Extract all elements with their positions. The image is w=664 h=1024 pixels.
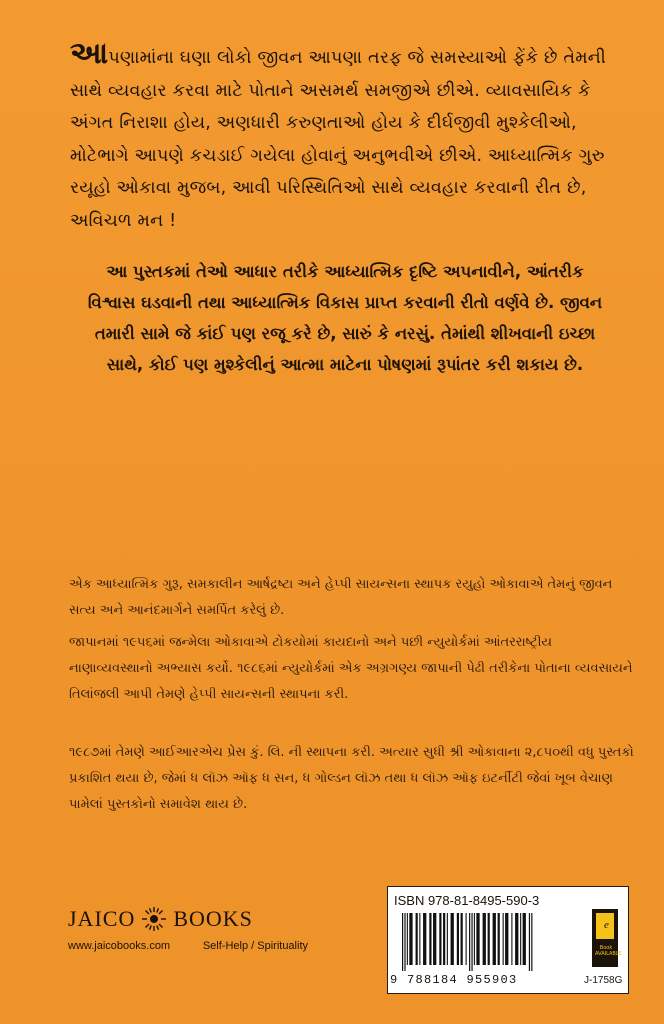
barcode-bar [523,913,526,965]
author-bio-paragraph-2: જાપાનમાં ૧૯૫૬માં જન્મેલા ઓકાવાએ ટોકયોમાં કાયદાનો અને પછી ન્યુયોર્કમાં આંતરરાષ્ટ્રીય નાણાવ્યવસ્થાનો અભ્યાસ કર્યો. ૧૯૮૬માં ન્યુયોર્કમાં એક અગ્રગણ્ય જાપાની પેઢી તરીકેના પોતાના વ્યવસાયને તિલાંજલી આપી તેમણે હેપ્પી સાયન્સની સ્થાપના કરી. [69,635,633,702]
barcode-bar [457,913,459,965]
barcode-bar [407,913,408,965]
barcode-bar [433,913,436,965]
barcode-digits: 9 788184 955903 [390,973,518,987]
barcode-bar [483,913,486,965]
barcode-bar [402,913,403,971]
barcode-bar [439,913,441,965]
barcode-bar [443,913,445,965]
barcode-bar [474,913,475,965]
barcode-bar [520,913,521,965]
barcode-bar [423,913,426,965]
barcode-bar [466,913,467,965]
intro-text: પણામાંના ઘણા લોકો જીવન આપણા તરફ જે સમસ્યાઓ ફેંકે છે તેમની સાથે વ્યવહાર કરવા માટે પોતાને અસમર્થ સમજીએ છીએ. વ્યાવસાયિક કે અંગત નિરાશા હોય, અણધારી કરુણતાઓ હોય કે દીર્ઘજીવી મુશ્કેલીઓ, મોટેભાગે આપણે કચડાઈ ગયેલા હોવાનું અનુભવીએ છીએ. આધ્યાત્મિક ગુરુ રયૂહો ઓકાવા મુજબ, આવી પરિસ્થિતિઓ સાથે વ્યવહાર કરવાની રીત છે, અવિચળ મન ! [70,48,606,231]
sunburst-icon [141,906,167,932]
ebook-letter: e [604,919,609,931]
isbn-barcode-box [387,886,629,994]
barcode-bar [493,913,496,965]
book-category: Self-Help / Spirituality [202,940,308,952]
barcode-bar [503,913,504,965]
intro-paragraph [70,36,628,237]
barcode-bar [488,913,490,965]
barcode-bar [471,913,472,971]
ebook-available-badge [592,909,622,967]
barcode [400,913,580,971]
catalog-code: J-1758G [584,975,623,986]
publisher-logo [68,906,308,932]
isbn-label: ISBN 978-81-8495-590-3 [394,893,540,908]
ebook-icon [596,913,614,939]
publisher-name-left: JAICO [68,906,136,931]
barcode-bar [511,913,512,965]
barcode-bar [447,913,448,965]
barcode-bar [505,913,508,965]
barcode-bar [461,913,463,965]
publisher-block [68,906,308,952]
barcode-bar [451,913,454,965]
barcode-bar [416,913,418,965]
barcode-bar [469,913,470,971]
drop-cap: આ [70,36,109,71]
barcode-bar [498,913,500,965]
author-bio-paragraph-3: ૧૯૮૭માં તેમણે આઈઆરએચ પ્રેસ કું. લિ. ની સ્થાપના કરી. અત્યાર સુધી શ્રી ઓકાવાના ૨,૮૫૦થી વધુ પુસ્તકો પ્રકાશિત થયા છે, જેમાં ધ લૉઝ ઑફ ધ સન, ધ ગોલ્ડન લૉઝ તથા ધ લૉઝ ઑફ ઇટર્નીટી જેવાં ખૂબ વેચાણ પામેલાં પુસ્તકોનો સમાવેશ થાય છે. [69,745,634,812]
author-bio-paragraph-1: એક આધ્યાત્મિક ગુરૂ, સમકાલીન આર્ષદ્રષ્ટા અને હેપ્પી સાયન્સના સ્થાપક રયુહો ઓકાવાએ તેમનું જીવન સત્ય અને આનંદમાર્ગને સમર્પિત કરેલું છે. [69,577,613,618]
barcode-bar [429,913,431,965]
barcode-bar [529,913,530,971]
barcode-bar [409,913,412,965]
ebook-badge-label: Book AVAILABLE [595,945,622,957]
barcode-bar [476,913,479,965]
publisher-name-right: BOOKS [173,906,253,931]
barcode-bar [419,913,420,965]
publisher-website: www.jaicobooks.com [68,940,171,952]
barcode-bar [404,913,405,971]
barcode-bar [515,913,518,965]
barcode-bar [531,913,532,971]
publisher-meta [68,940,308,952]
summary-paragraph: આ પુસ્તકમાં તેઓ આધાર તરીકે આધ્યાત્મિક દૃષ્ટિ અપનાવીને, આંતરીક વિશ્વાસ ઘડવાની તથા આધ્યાત્મિક વિકાસ પ્રાપ્ત કરવાની રીતો વર્ણવે છે. જીવન તમારી સામે જે કાંઈ પણ રજૂ કરે છે, સારું કે નરસું. તેમાંથી શીખવાની ઇચ્છા સાથે, કોઈ પણ મુશ્કેલીનું આત્મા માટેના પોષણમાં રૂપાંતર કરી શકાય છે. [87,262,603,374]
